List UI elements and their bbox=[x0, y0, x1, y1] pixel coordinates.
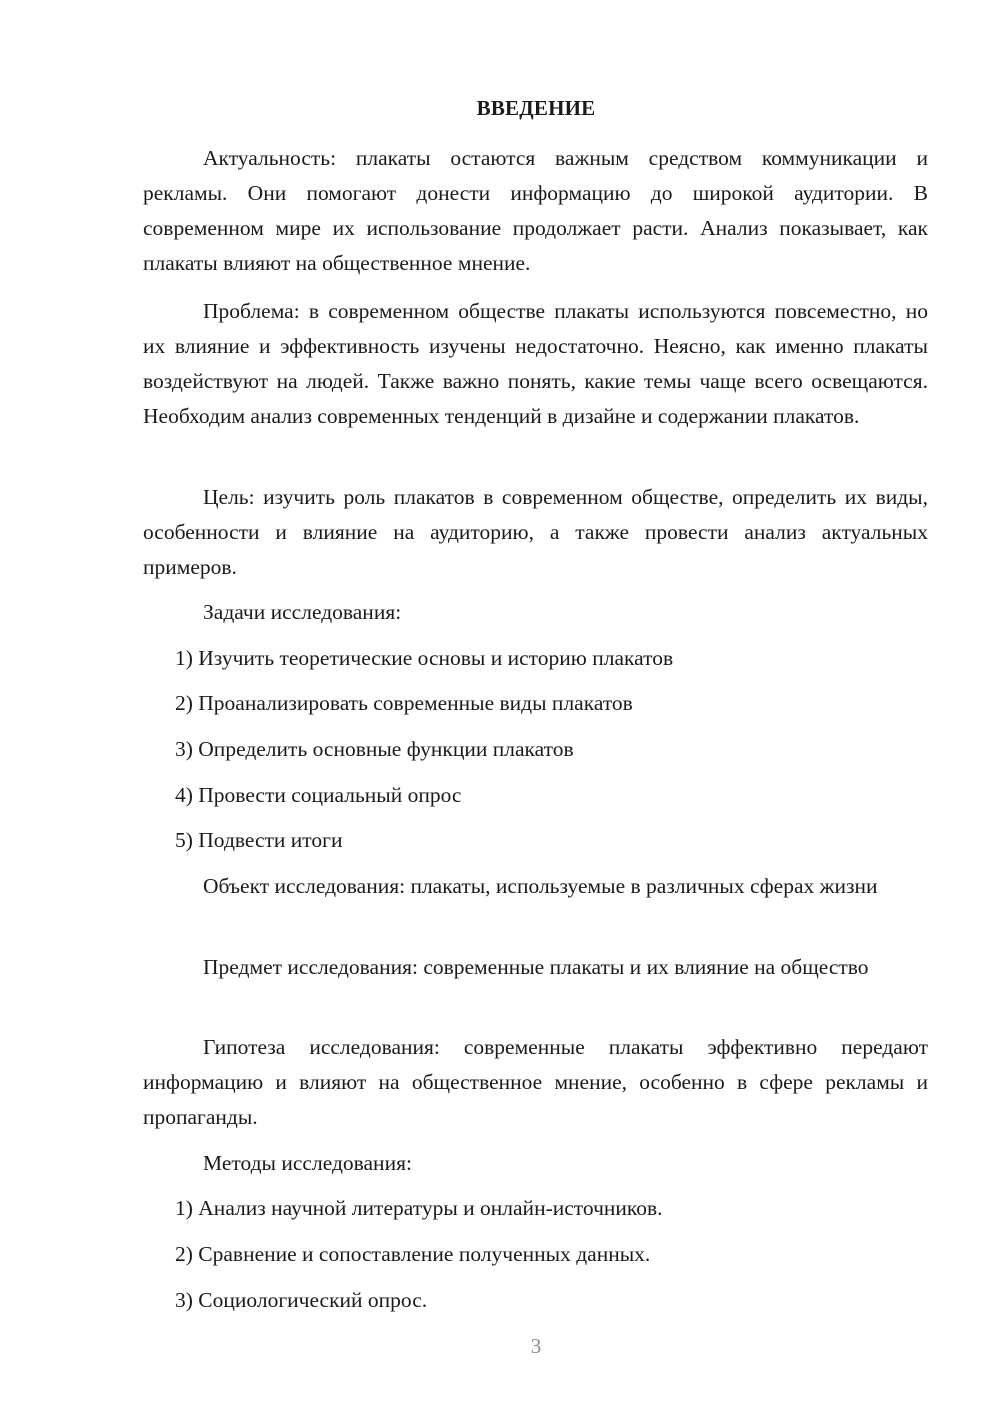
page-number: 3 bbox=[530, 1334, 542, 1358]
task-item: 4) Провести социальный опрос bbox=[175, 783, 462, 807]
method-item: 2) Сравнение и сопоставление полученных данных. bbox=[175, 1242, 651, 1266]
paragraph-hypothesis: Гипотеза исследования: современные плакаты эффективно передают информацию и влияют на общественное мнение, особенно в сфере рекламы и пропаганды. bbox=[143, 1035, 928, 1129]
task-item: 2) Проанализировать современные виды плакатов bbox=[175, 691, 633, 715]
task-item: 1) Изучить теоретические основы и историю плакатов bbox=[175, 646, 674, 670]
task-item: 3) Определить основные функции плакатов bbox=[175, 737, 574, 761]
paragraph-goal: Цель: изучить роль плакатов в современном обществе, определить их виды, особенности и влияние на аудиторию, а также провести анализ актуальных примеров. bbox=[143, 485, 928, 579]
paragraph-relevance: Актуальность: плакаты остаются важным средством коммуникации и рекламы. Они помогают донести информацию до широкой аудитории. В современном мире их использование продолжает расти. Анализ показывает, как плакаты влияют на общественное мнение. bbox=[143, 146, 928, 275]
task-item: 5) Подвести итоги bbox=[175, 828, 343, 852]
paragraph-problem: Проблема: в современном обществе плакаты используются повсеместно, но их влияние и эффективность изучены недостаточно. Неясно, как именно плакаты воздействуют на людей. Также важно понять, какие темы чаще всего освещаются. Необходим анализ современных тенденций в дизайне и содержании плакатов. bbox=[143, 299, 928, 428]
method-item: 3) Социологический опрос. bbox=[175, 1288, 428, 1312]
paragraph-subject: Предмет исследования: современные плакаты и их влияние на общество bbox=[203, 955, 869, 979]
tasks-title: Задачи исследования: bbox=[203, 600, 402, 624]
paragraph-object: Объект исследования: плакаты, используемые в различных сферах жизни bbox=[203, 874, 878, 898]
section-heading: ВВЕДЕНИЕ bbox=[476, 96, 596, 120]
method-item: 1) Анализ научной литературы и онлайн-источников. bbox=[175, 1196, 663, 1220]
methods-title: Методы исследования: bbox=[203, 1151, 412, 1175]
